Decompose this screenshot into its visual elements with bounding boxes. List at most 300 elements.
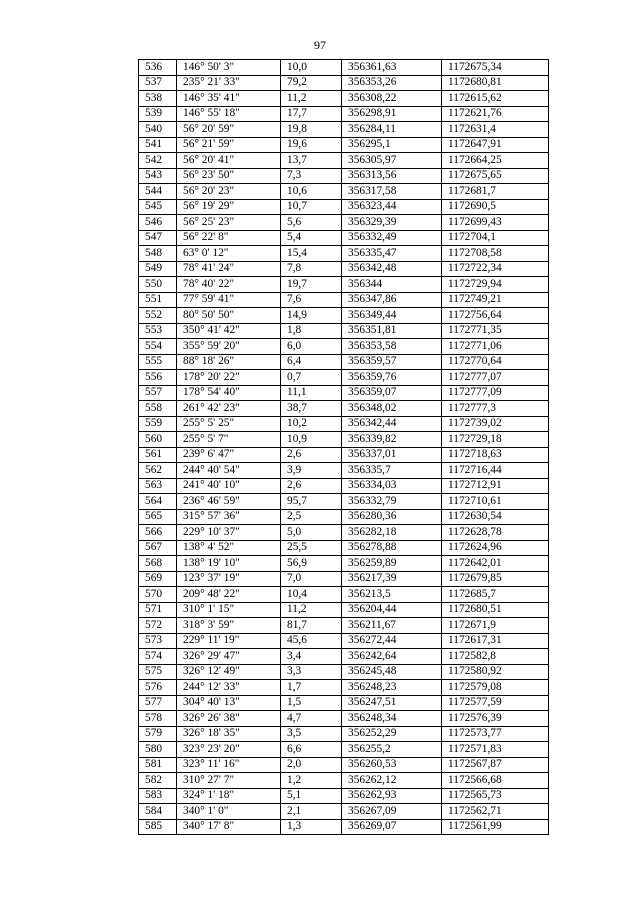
table-row [139,277,549,293]
table-row [139,711,549,727]
x-coordinate-cell: 356245,48 [342,664,442,680]
x-coordinate-cell: 356361,63 [342,60,442,76]
point-number-cell: 563 [139,478,177,494]
point-number-cell: 552 [139,308,177,324]
x-coordinate-cell: 356348,02 [342,401,442,417]
y-coordinate-cell: 1172680,81 [442,75,549,91]
y-coordinate-cell: 1172647,91 [442,137,549,153]
table-row [139,401,549,417]
distance-cell: 3,9 [281,463,342,479]
direction-angle-cell: 255° 5' 7" [177,432,281,448]
y-coordinate-cell: 1172617,31 [442,633,549,649]
direction-angle-cell: 229° 11' 19" [177,633,281,649]
distance-cell: 19,8 [281,122,342,138]
table-row [139,432,549,448]
table-row [139,463,549,479]
direction-angle-cell: 77° 59' 41" [177,292,281,308]
direction-angle-cell: 323° 11' 16" [177,757,281,773]
table-row [139,618,549,634]
point-number-cell: 539 [139,106,177,122]
x-coordinate-cell: 356242,64 [342,649,442,665]
point-number-cell: 574 [139,649,177,665]
point-number-cell: 567 [139,540,177,556]
x-coordinate-cell: 356334,03 [342,478,442,494]
point-number-cell: 560 [139,432,177,448]
point-number-cell: 543 [139,168,177,184]
point-number-cell: 575 [139,664,177,680]
direction-angle-cell: 56° 20' 41" [177,153,281,169]
table-row [139,525,549,541]
direction-angle-cell: 255° 5' 25" [177,416,281,432]
x-coordinate-cell: 356308,22 [342,91,442,107]
y-coordinate-cell: 1172562,71 [442,804,549,820]
x-coordinate-cell: 356248,34 [342,711,442,727]
direction-angle-cell: 88° 18' 26" [177,354,281,370]
direction-angle-cell: 56° 19' 29" [177,199,281,215]
y-coordinate-cell: 1172631,4 [442,122,549,138]
table-row [139,556,549,572]
point-number-cell: 569 [139,571,177,587]
distance-cell: 1,8 [281,323,342,339]
table-row [139,680,549,696]
y-coordinate-cell: 1172756,64 [442,308,549,324]
direction-angle-cell: 241° 40' 10" [177,478,281,494]
point-number-cell: 571 [139,602,177,618]
table-row [139,261,549,277]
direction-angle-cell: 138° 19' 10" [177,556,281,572]
table-row [139,587,549,603]
y-coordinate-cell: 1172680,51 [442,602,549,618]
x-coordinate-cell: 356359,07 [342,385,442,401]
table-row [139,323,549,339]
point-number-cell: 538 [139,91,177,107]
table-row [139,416,549,432]
point-number-cell: 564 [139,494,177,510]
distance-cell: 7,3 [281,168,342,184]
table-row [139,726,549,742]
y-coordinate-cell: 1172579,08 [442,680,549,696]
table-row [139,370,549,386]
distance-cell: 7,8 [281,261,342,277]
distance-cell: 2,6 [281,447,342,463]
point-number-cell: 558 [139,401,177,417]
table-row [139,354,549,370]
distance-cell: 2,5 [281,509,342,525]
y-coordinate-cell: 1172571,83 [442,742,549,758]
y-coordinate-cell: 1172699,43 [442,215,549,231]
direction-angle-cell: 326° 29' 47" [177,649,281,665]
table-row [139,695,549,711]
x-coordinate-cell: 356332,79 [342,494,442,510]
distance-cell: 10,4 [281,587,342,603]
distance-cell: 56,9 [281,556,342,572]
point-number-cell: 580 [139,742,177,758]
point-number-cell: 573 [139,633,177,649]
distance-cell: 10,7 [281,199,342,215]
table-row [139,137,549,153]
point-number-cell: 562 [139,463,177,479]
distance-cell: 15,4 [281,246,342,262]
direction-angle-cell: 78° 40' 22" [177,277,281,293]
x-coordinate-cell: 356252,29 [342,726,442,742]
y-coordinate-cell: 1172675,65 [442,168,549,184]
table-row [139,788,549,804]
point-number-cell: 536 [139,60,177,76]
direction-angle-cell: 229° 10' 37" [177,525,281,541]
x-coordinate-cell: 356337,01 [342,447,442,463]
y-coordinate-cell: 1172704,1 [442,230,549,246]
distance-cell: 10,0 [281,60,342,76]
point-number-cell: 544 [139,184,177,200]
x-coordinate-cell: 356262,12 [342,773,442,789]
table-row [139,773,549,789]
point-number-cell: 576 [139,680,177,696]
distance-cell: 10,6 [281,184,342,200]
point-number-cell: 568 [139,556,177,572]
direction-angle-cell: 244° 12' 33" [177,680,281,696]
point-number-cell: 545 [139,199,177,215]
y-coordinate-cell: 1172577,59 [442,695,549,711]
y-coordinate-cell: 1172718,63 [442,447,549,463]
y-coordinate-cell: 1172749,21 [442,292,549,308]
table-row [139,494,549,510]
point-number-cell: 561 [139,447,177,463]
distance-cell: 0,7 [281,370,342,386]
distance-cell: 1,2 [281,773,342,789]
y-coordinate-cell: 1172573,77 [442,726,549,742]
direction-angle-cell: 315° 57' 36" [177,509,281,525]
y-coordinate-cell: 1172675,34 [442,60,549,76]
table-row [139,804,549,820]
point-number-cell: 582 [139,773,177,789]
direction-angle-cell: 239° 6' 47" [177,447,281,463]
table-row [139,819,549,835]
direction-angle-cell: 326° 18' 35" [177,726,281,742]
distance-cell: 1,5 [281,695,342,711]
x-coordinate-cell: 356317,58 [342,184,442,200]
point-number-cell: 579 [139,726,177,742]
point-number-cell: 542 [139,153,177,169]
distance-cell: 11,2 [281,602,342,618]
distance-cell: 3,4 [281,649,342,665]
point-number-cell: 548 [139,246,177,262]
x-coordinate-cell: 356272,44 [342,633,442,649]
y-coordinate-cell: 1172628,78 [442,525,549,541]
direction-angle-cell: 63° 0' 12" [177,246,281,262]
distance-cell: 38,7 [281,401,342,417]
x-coordinate-cell: 356323,44 [342,199,442,215]
x-coordinate-cell: 356260,53 [342,757,442,773]
distance-cell: 3,5 [281,726,342,742]
y-coordinate-cell: 1172712,91 [442,478,549,494]
direction-angle-cell: 209° 48' 22" [177,587,281,603]
table-row [139,602,549,618]
y-coordinate-cell: 1172681,7 [442,184,549,200]
table-row [139,757,549,773]
y-coordinate-cell: 1172580,92 [442,664,549,680]
table-row [139,385,549,401]
y-coordinate-cell: 1172615,62 [442,91,549,107]
y-coordinate-cell: 1172739,02 [442,416,549,432]
y-coordinate-cell: 1172729,18 [442,432,549,448]
distance-cell: 10,9 [281,432,342,448]
y-coordinate-cell: 1172664,25 [442,153,549,169]
point-number-cell: 581 [139,757,177,773]
distance-cell: 11,1 [281,385,342,401]
x-coordinate-cell: 356247,51 [342,695,442,711]
x-coordinate-cell: 356280,36 [342,509,442,525]
x-coordinate-cell: 356335,7 [342,463,442,479]
distance-cell: 1,7 [281,680,342,696]
direction-angle-cell: 318° 3' 59" [177,618,281,634]
distance-cell: 95,7 [281,494,342,510]
point-number-cell: 554 [139,339,177,355]
y-coordinate-cell: 1172771,35 [442,323,549,339]
direction-angle-cell: 304° 40' 13" [177,695,281,711]
point-number-cell: 553 [139,323,177,339]
point-number-cell: 583 [139,788,177,804]
table-row [139,308,549,324]
table-row [139,571,549,587]
x-coordinate-cell: 356248,23 [342,680,442,696]
direction-angle-cell: 78° 41' 24" [177,261,281,277]
x-coordinate-cell: 356353,26 [342,75,442,91]
distance-cell: 17,7 [281,106,342,122]
x-coordinate-cell: 356269,07 [342,819,442,835]
x-coordinate-cell: 356305,97 [342,153,442,169]
direction-angle-cell: 146° 50' 3" [177,60,281,76]
table-row [139,633,549,649]
distance-cell: 14,9 [281,308,342,324]
table-row [139,649,549,665]
x-coordinate-cell: 356342,48 [342,261,442,277]
distance-cell: 3,3 [281,664,342,680]
x-coordinate-cell: 356262,93 [342,788,442,804]
table-row [139,168,549,184]
point-number-cell: 577 [139,695,177,711]
x-coordinate-cell: 356359,76 [342,370,442,386]
y-coordinate-cell: 1172624,96 [442,540,549,556]
distance-cell: 2,1 [281,804,342,820]
x-coordinate-cell: 356217,39 [342,571,442,587]
point-number-cell: 584 [139,804,177,820]
x-coordinate-cell: 356278,88 [342,540,442,556]
x-coordinate-cell: 356211,67 [342,618,442,634]
point-number-cell: 541 [139,137,177,153]
direction-angle-cell: 56° 20' 23" [177,184,281,200]
direction-angle-cell: 261° 42' 23" [177,401,281,417]
distance-cell: 6,6 [281,742,342,758]
x-coordinate-cell: 356353,58 [342,339,442,355]
distance-cell: 5,1 [281,788,342,804]
point-number-cell: 556 [139,370,177,386]
y-coordinate-cell: 1172771,06 [442,339,549,355]
direction-angle-cell: 138° 4' 52" [177,540,281,556]
x-coordinate-cell: 356351,81 [342,323,442,339]
y-coordinate-cell: 1172621,76 [442,106,549,122]
direction-angle-cell: 56° 22' 8" [177,230,281,246]
y-coordinate-cell: 1172770,64 [442,354,549,370]
x-coordinate-cell: 356339,82 [342,432,442,448]
point-number-cell: 559 [139,416,177,432]
y-coordinate-cell: 1172576,39 [442,711,549,727]
distance-cell: 11,2 [281,91,342,107]
direction-angle-cell: 236° 46' 59" [177,494,281,510]
direction-angle-cell: 80° 50' 50" [177,308,281,324]
direction-angle-cell: 146° 55' 18" [177,106,281,122]
table-row [139,292,549,308]
direction-angle-cell: 350° 41' 42" [177,323,281,339]
distance-cell: 5,6 [281,215,342,231]
direction-angle-cell: 355° 59' 20" [177,339,281,355]
x-coordinate-cell: 356282,18 [342,525,442,541]
distance-cell: 79,2 [281,75,342,91]
point-number-cell: 578 [139,711,177,727]
table-row [139,509,549,525]
distance-cell: 19,7 [281,277,342,293]
x-coordinate-cell: 356332,49 [342,230,442,246]
direction-angle-cell: 56° 20' 59" [177,122,281,138]
y-coordinate-cell: 1172716,44 [442,463,549,479]
direction-angle-cell: 146° 35' 41" [177,91,281,107]
direction-angle-cell: 56° 25' 23" [177,215,281,231]
table-row [139,478,549,494]
y-coordinate-cell: 1172777,3 [442,401,549,417]
distance-cell: 81,7 [281,618,342,634]
x-coordinate-cell: 356204,44 [342,602,442,618]
point-number-cell: 537 [139,75,177,91]
table-row [139,339,549,355]
y-coordinate-cell: 1172642,01 [442,556,549,572]
x-coordinate-cell: 356259,89 [342,556,442,572]
point-number-cell: 566 [139,525,177,541]
y-coordinate-cell: 1172566,68 [442,773,549,789]
distance-cell: 19,6 [281,137,342,153]
point-number-cell: 585 [139,819,177,835]
x-coordinate-cell: 356342,44 [342,416,442,432]
y-coordinate-cell: 1172582,8 [442,649,549,665]
distance-cell: 45,6 [281,633,342,649]
y-coordinate-cell: 1172679,85 [442,571,549,587]
point-number-cell: 550 [139,277,177,293]
table-row [139,230,549,246]
direction-angle-cell: 123° 37' 19" [177,571,281,587]
table-row [139,742,549,758]
x-coordinate-cell: 356213,5 [342,587,442,603]
direction-angle-cell: 326° 12' 49" [177,664,281,680]
x-coordinate-cell: 356298,91 [342,106,442,122]
direction-angle-cell: 310° 27' 7" [177,773,281,789]
x-coordinate-cell: 356313,56 [342,168,442,184]
x-coordinate-cell: 356349,44 [342,308,442,324]
table-row [139,246,549,262]
x-coordinate-cell: 356344 [342,277,442,293]
table-row [139,60,549,76]
distance-cell: 25,5 [281,540,342,556]
direction-angle-cell: 178° 54' 40" [177,385,281,401]
table-row [139,664,549,680]
y-coordinate-cell: 1172685,7 [442,587,549,603]
distance-cell: 7,0 [281,571,342,587]
coordinates-table [138,59,549,835]
x-coordinate-cell: 356347,86 [342,292,442,308]
distance-cell: 4,7 [281,711,342,727]
point-number-cell: 546 [139,215,177,231]
table-row [139,540,549,556]
table-row [139,199,549,215]
x-coordinate-cell: 356295,1 [342,137,442,153]
direction-angle-cell: 56° 21' 59" [177,137,281,153]
coordinates-table-body [139,60,549,835]
x-coordinate-cell: 356335,47 [342,246,442,262]
direction-angle-cell: 244° 40' 54" [177,463,281,479]
x-coordinate-cell: 356255,2 [342,742,442,758]
point-number-cell: 570 [139,587,177,603]
table-row [139,447,549,463]
point-number-cell: 557 [139,385,177,401]
table-row [139,122,549,138]
point-number-cell: 540 [139,122,177,138]
direction-angle-cell: 326° 26' 38" [177,711,281,727]
y-coordinate-cell: 1172671,9 [442,618,549,634]
y-coordinate-cell: 1172729,94 [442,277,549,293]
point-number-cell: 572 [139,618,177,634]
distance-cell: 10,2 [281,416,342,432]
direction-angle-cell: 340° 1' 0" [177,804,281,820]
distance-cell: 5,0 [281,525,342,541]
distance-cell: 2,6 [281,478,342,494]
page-number: 97 [314,38,326,52]
y-coordinate-cell: 1172777,09 [442,385,549,401]
direction-angle-cell: 323° 23' 20" [177,742,281,758]
y-coordinate-cell: 1172567,87 [442,757,549,773]
point-number-cell: 547 [139,230,177,246]
x-coordinate-cell: 356359,57 [342,354,442,370]
y-coordinate-cell: 1172561,99 [442,819,549,835]
distance-cell: 7,6 [281,292,342,308]
direction-angle-cell: 178° 20' 22" [177,370,281,386]
direction-angle-cell: 324° 1' 18" [177,788,281,804]
point-number-cell: 565 [139,509,177,525]
distance-cell: 6,4 [281,354,342,370]
direction-angle-cell: 56° 23' 50" [177,168,281,184]
y-coordinate-cell: 1172710,61 [442,494,549,510]
y-coordinate-cell: 1172630,54 [442,509,549,525]
x-coordinate-cell: 356284,11 [342,122,442,138]
x-coordinate-cell: 356329,39 [342,215,442,231]
point-number-cell: 555 [139,354,177,370]
distance-cell: 1,3 [281,819,342,835]
y-coordinate-cell: 1172708,58 [442,246,549,262]
table-row [139,75,549,91]
y-coordinate-cell: 1172777,07 [442,370,549,386]
table-row [139,106,549,122]
point-number-cell: 549 [139,261,177,277]
table-row [139,91,549,107]
distance-cell: 5,4 [281,230,342,246]
distance-cell: 2,0 [281,757,342,773]
direction-angle-cell: 310° 1' 15" [177,602,281,618]
point-number-cell: 551 [139,292,177,308]
direction-angle-cell: 235° 21' 33" [177,75,281,91]
y-coordinate-cell: 1172565,73 [442,788,549,804]
x-coordinate-cell: 356267,09 [342,804,442,820]
distance-cell: 13,7 [281,153,342,169]
direction-angle-cell: 340° 17' 8" [177,819,281,835]
table-row [139,184,549,200]
y-coordinate-cell: 1172690,5 [442,199,549,215]
y-coordinate-cell: 1172722,34 [442,261,549,277]
